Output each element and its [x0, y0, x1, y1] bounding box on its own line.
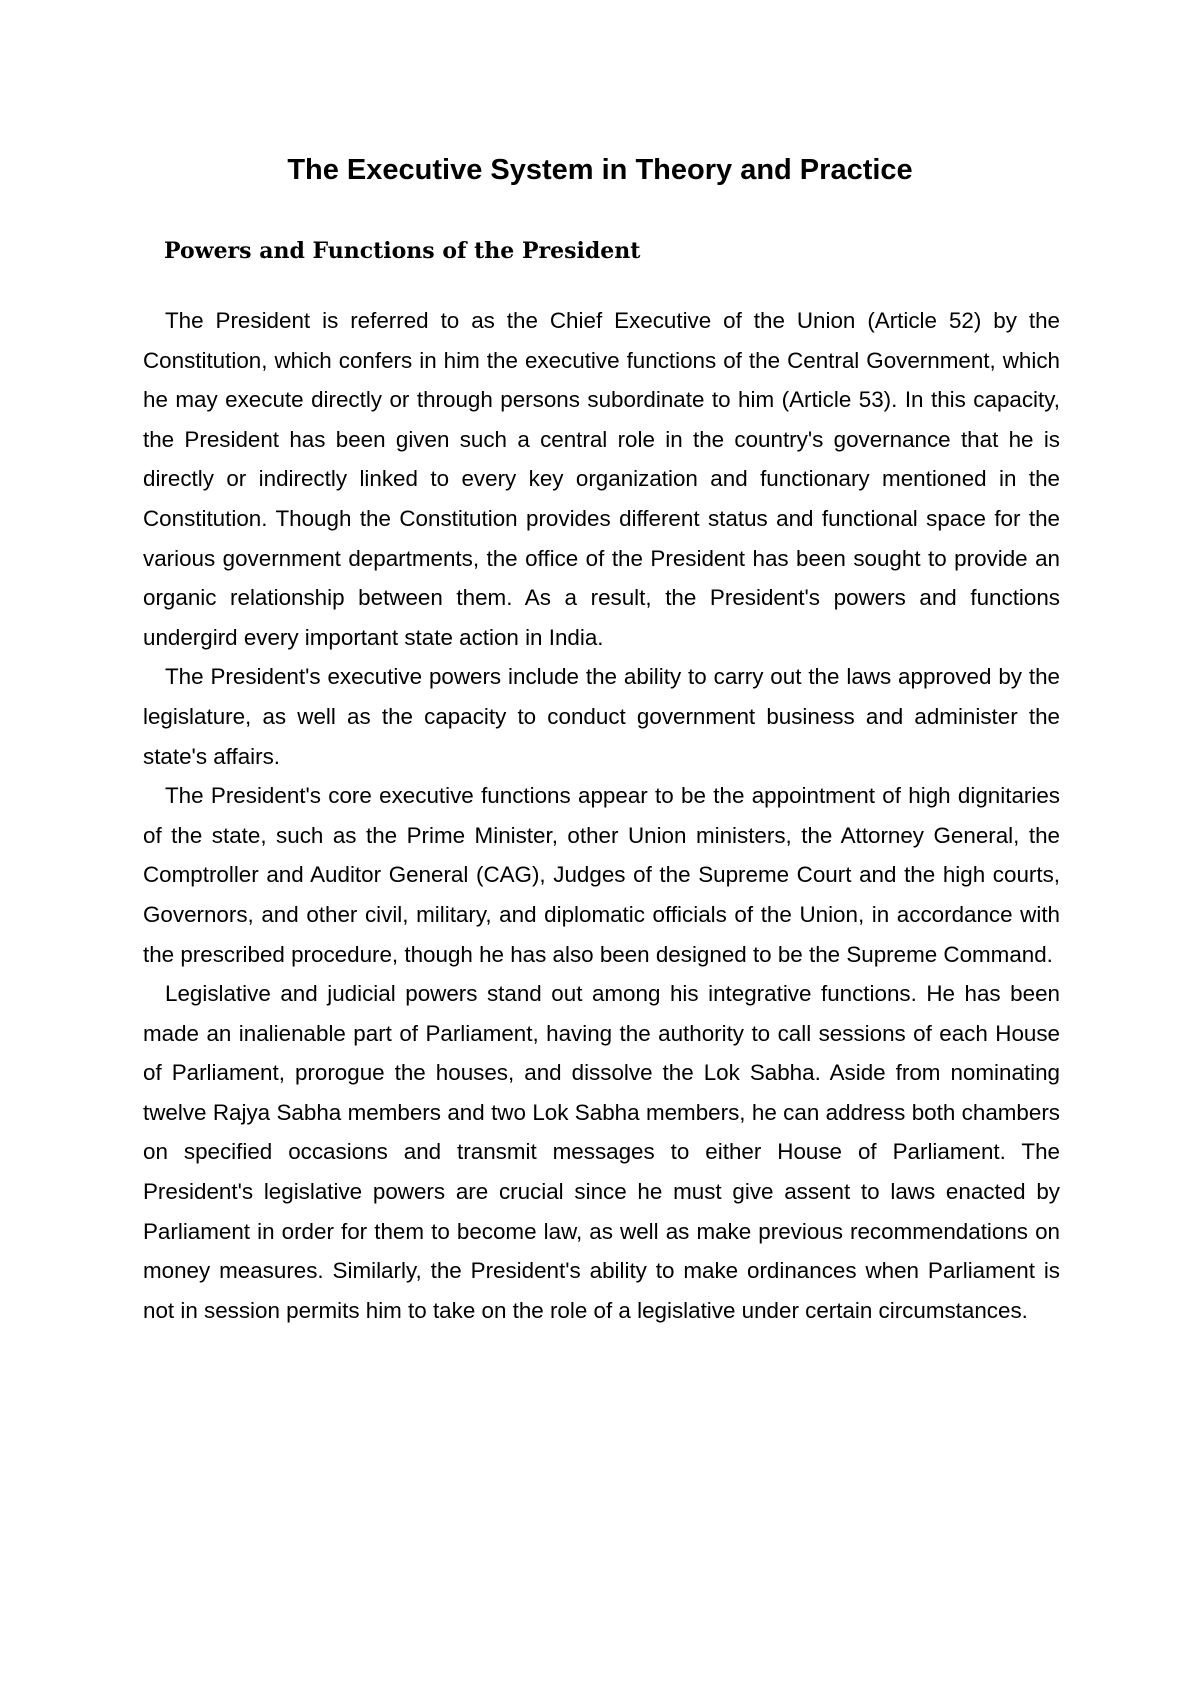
- document-body: [143, 301, 1060, 1330]
- paragraph: Legislative and judicial powers stand out among his integrative functions. He has been made an inalienable part of Parliament, having the authority to call sessions of each House of Parliament, prorogue the houses, and dissolve the Lok Sabha. Aside from nominating twelve Rajya Sabha members and two Lok Sabha members, he can address both chambers on specified occasions and transmit messages to either House of Parliament. The President's legislative powers are crucial since he must give assent to laws enacted by Parliament in order for them to become law, as well as make previous recommendations on money measures. Similarly, the President's ability to make ordinances when Parliament is not in session permits him to take on the role of a legislative under certain circumstances.: [143, 981, 1060, 1323]
- paragraph: The President's executive powers include the ability to carry out the laws approved by the legislature, as well as the capacity to conduct government business and administer the state's affairs.: [143, 664, 1060, 769]
- paragraph: The President is referred to as the Chief Executive of the Union (Article 52) by the Constitution, which confers in him the executive functions of the Central Government, which he may execute directly or through persons subordinate to him (Article 53). In this capacity, the President has been given such a central role in the country's governance that he is directly or indirectly linked to every key organization and functionary mentioned in the Constitution. Though the Constitution provides different status and functional space for the various government departments, the office of the President has been sought to provide an organic relationship between them. As a result, the President's powers and functions undergird every important state action in India.: [143, 308, 1060, 650]
- document-title: The Executive System in Theory and Practice: [287, 154, 913, 186]
- section-heading: Powers and Functions of the President: [164, 238, 641, 264]
- paragraph: The President's core executive functions appear to be the appointment of high dignitaries of the state, such as the Prime Minister, other Union ministers, the Attorney General, the Comptroller and Auditor General (CAG), Judges of the Supreme Court and the high courts, Governors, and other civil, military, and diplomatic officials of the Union, in accordance with the prescribed procedure, though he has also been designed to be the Supreme Command.: [143, 783, 1060, 967]
